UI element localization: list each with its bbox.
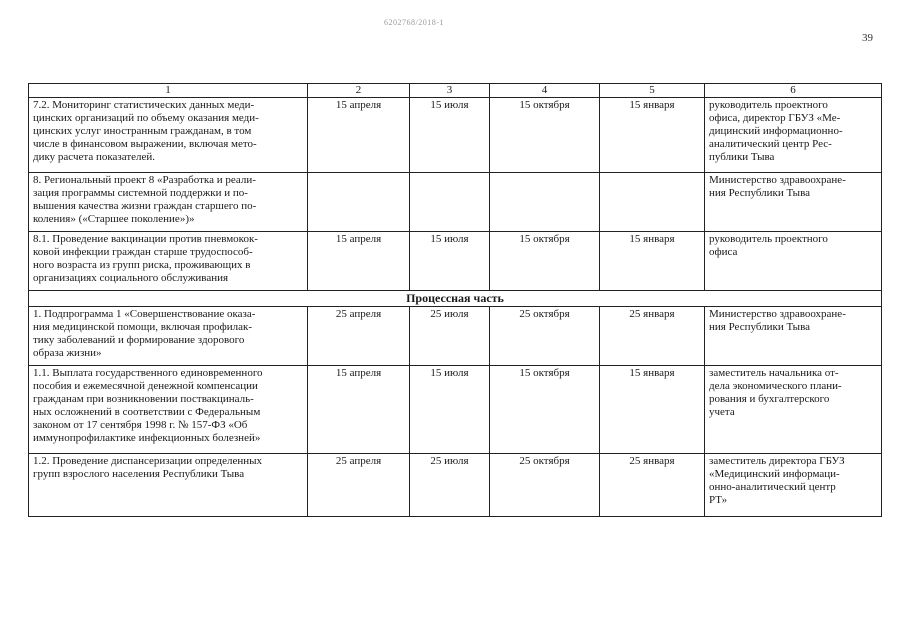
task-text-line: иммунопрофилактике инфекционных болезней» [33, 432, 261, 444]
page-number: 39 [862, 32, 873, 44]
task-text-line: 8. Региональный проект 8 «Разработка и реали- [33, 174, 256, 186]
responsible-text-line: руководитель проектного [709, 233, 828, 245]
deadline-q3-cell: 25 октября [490, 307, 600, 366]
deadline-q2-cell: 25 июля [410, 307, 490, 366]
responsible-text-line: заместитель начальника от- [709, 367, 839, 379]
deadline-q4-cell: 25 января [600, 307, 705, 366]
responsible-cell [705, 173, 882, 232]
task-cell [29, 454, 308, 517]
deadline-q4-cell: 15 января [600, 232, 705, 291]
deadline-q2-cell: 25 июля [410, 454, 490, 517]
responsible-cell [705, 307, 882, 366]
table-row [29, 307, 882, 366]
task-text-line: 8.1. Проведение вакцинации против пневмокок- [33, 233, 258, 245]
column-header-5: 5 [600, 84, 705, 98]
deadline-q1-cell: 15 апреля [308, 366, 410, 454]
task-text-line: коления» («Старшее поколение»)» [33, 213, 195, 225]
task-text-line: 1.2. Проведение диспансеризации определенных [33, 455, 263, 467]
deadline-q1-cell [308, 173, 410, 232]
task-cell [29, 173, 308, 232]
responsible-text-line: ния Республики Тыва [709, 321, 811, 333]
task-text-line: пособия и ежемесячной денежной компенсации [33, 380, 258, 392]
task-text-line: ного возраста из групп риска, проживающих в [33, 259, 251, 271]
section-title: Процессная часть [29, 291, 882, 307]
task-text-line: ковой инфекции граждан старше трудоспособ- [33, 246, 253, 258]
responsible-text-line: рования и бухгалтерского [709, 393, 830, 405]
responsible-text-line: офиса [709, 246, 738, 258]
responsible-text-line: публики Тыва [709, 151, 775, 163]
column-header-1: 1 [29, 84, 308, 98]
table-row [29, 232, 882, 291]
task-text-line: 1.1. Выплата государственного единовременного [33, 367, 263, 379]
task-text-line: ния медицинской помощи, включая профилак- [33, 321, 253, 333]
responsible-text-line: Министерство здравоохране- [709, 308, 846, 320]
responsible-text-line: офиса, директор ГБУЗ «Ме- [709, 112, 841, 124]
task-cell [29, 98, 308, 173]
responsible-cell [705, 232, 882, 291]
deadline-q2-cell: 15 июля [410, 366, 490, 454]
table-row [29, 366, 882, 454]
task-cell [29, 366, 308, 454]
column-header-4: 4 [490, 84, 600, 98]
deadline-q3-cell: 15 октября [490, 98, 600, 173]
task-text-line: вышения качества жизни граждан старшего по- [33, 200, 257, 212]
responsible-text-line: руководитель проектного [709, 99, 828, 111]
task-text-line: ных осложнений в соответствии с Федеральным [33, 406, 261, 418]
deadline-q2-cell: 15 июля [410, 98, 490, 173]
task-text-line: гражданам при возникновении поствакциналь- [33, 393, 254, 405]
task-cell [29, 307, 308, 366]
deadline-q3-cell: 25 октября [490, 454, 600, 517]
table-row [29, 173, 882, 232]
plan-table [28, 83, 882, 517]
task-text-line: цинских услуг иностранным гражданам, в том [33, 125, 252, 137]
task-text-line: дику расчета показателей. [33, 151, 156, 163]
task-text-line: 7.2. Мониторинг статистических данных меди- [33, 99, 255, 111]
task-text-line: групп взрослого населения Республики Тыва [33, 468, 245, 480]
deadline-q4-cell: 25 января [600, 454, 705, 517]
deadline-q3-cell: 15 октября [490, 366, 600, 454]
task-text-line: зация программы системной поддержки и по- [33, 187, 248, 199]
column-header-3: 3 [410, 84, 490, 98]
responsible-text-line: ния Республики Тыва [709, 187, 811, 199]
task-text-line: тику заболеваний и формирование здорового [33, 334, 245, 346]
deadline-q3-cell: 15 октября [490, 232, 600, 291]
task-text-line: законом от 17 сентября 1998 г. № 157-ФЗ «Об [33, 419, 248, 431]
task-text-line: числе в финансовом выражении, включая мето- [33, 138, 257, 150]
section-row [29, 291, 882, 307]
responsible-text-line: дицинский информационно- [709, 125, 843, 137]
deadline-q1-cell: 25 апреля [308, 307, 410, 366]
document-code: 6202768/2018-1 [384, 18, 444, 27]
deadline-q4-cell [600, 173, 705, 232]
responsible-cell [705, 366, 882, 454]
column-header-6: 6 [705, 84, 882, 98]
responsible-text-line: «Медицинский информаци- [709, 468, 840, 480]
task-text-line: цинских организаций по объему оказания меди- [33, 112, 259, 124]
responsible-text-line: онно-аналитический центр [709, 481, 836, 493]
deadline-q4-cell: 15 января [600, 366, 705, 454]
responsible-text-line: аналитический центр Рес- [709, 138, 832, 150]
deadline-q1-cell: 15 апреля [308, 232, 410, 291]
task-cell [29, 232, 308, 291]
deadline-q2-cell [410, 173, 490, 232]
table-row [29, 454, 882, 517]
deadline-q1-cell: 15 апреля [308, 98, 410, 173]
responsible-text-line: заместитель директора ГБУЗ [709, 455, 845, 467]
deadline-q2-cell: 15 июля [410, 232, 490, 291]
responsible-text-line: дела экономического плани- [709, 380, 842, 392]
deadline-q3-cell [490, 173, 600, 232]
table-row [29, 98, 882, 173]
responsible-cell [705, 98, 882, 173]
task-text-line: образа жизни» [33, 347, 102, 359]
task-text-line: организациях социального обслуживания [33, 272, 229, 284]
responsible-cell [705, 454, 882, 517]
responsible-text-line: РТ» [709, 494, 728, 506]
deadline-q4-cell: 15 января [600, 98, 705, 173]
responsible-text-line: учета [709, 406, 735, 418]
column-header-2: 2 [308, 84, 410, 98]
table-header-row [29, 84, 882, 98]
deadline-q1-cell: 25 апреля [308, 454, 410, 517]
responsible-text-line: Министерство здравоохране- [709, 174, 846, 186]
task-text-line: 1. Подпрограмма 1 «Совершенствование оказа- [33, 308, 256, 320]
